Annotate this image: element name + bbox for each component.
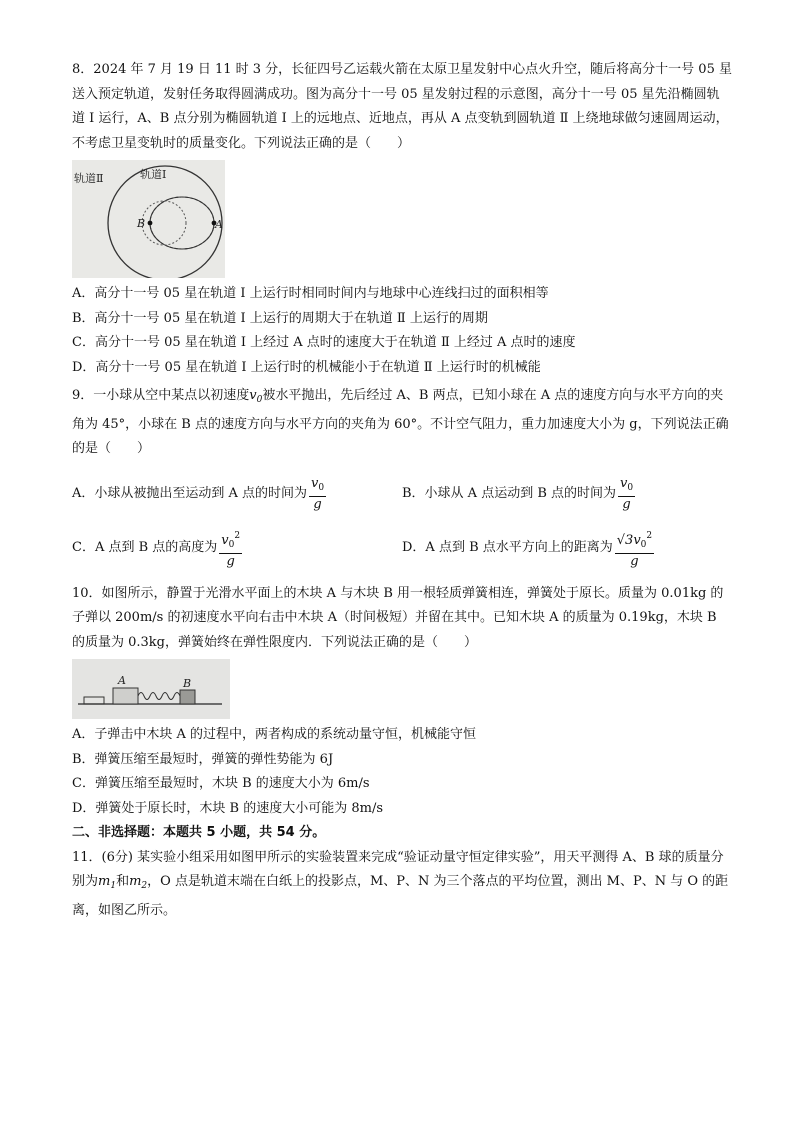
label-B: B <box>183 677 192 690</box>
q8-option-d: D．高分十一号 05 星在轨道 Ⅰ 上运行时的机械能小于在轨道 Ⅱ 上运行时的机械能 <box>72 359 541 375</box>
orbit-1-ellipse <box>150 197 214 249</box>
q11-stem: 11．(6分) 某实验小组采用如图甲所示的实验装置来完成“验证动量守恒定律实验”，用天平测得 A、B 球的质量分别为$m_1$和$m_2$，O 点是轨道末端在白纸上的投影点，M、P、N 为三个落点的平均位置，测出 M、P、N 与 O 的距离，如图乙所示。 <box>72 849 729 918</box>
q9-stem-part1: 9．一小球从空中某点以初速度 <box>72 388 250 403</box>
block-A <box>113 688 138 704</box>
q11-m1: $m_1$ <box>98 874 117 891</box>
orbit-diagram <box>72 160 225 278</box>
q9-option-d: D．A 点到 B 点水平方向上的距离为 $\frac{√3v_0^2}{g}$ <box>402 528 732 570</box>
q10-option-a: A．子弹击中木块 A 的过程中，两者构成的系统动量守恒，机械能守恒 <box>72 727 477 742</box>
blocks-diagram <box>72 659 230 719</box>
block-B <box>180 690 195 704</box>
q9-option-c: C．A 点到 B 点的高度为 $\frac{v_0^2}{g}$ <box>72 528 402 570</box>
q9-option-a: A．小球从被抛出至运动到 A 点的时间为 $\frac{v_0}{g}$ <box>72 476 325 512</box>
q9-v0: $v_0$ <box>249 388 263 405</box>
label-A: A <box>215 218 223 231</box>
q9-stem-part2: 被水平抛出，先后经过 A、B 两点，已知小球在 A 点的速度方向与水平方向的夹角为 45°，小球在 B 点的速度方向与水平方向的夹角为 60°。不计空气阻力，重力加速度大小为 g，下列说法正确的是（ ） <box>72 388 729 456</box>
label-orbit-2: 轨道Ⅱ <box>74 172 104 185</box>
q9-option-c-fraction: $\frac{v_0^2}{g}$ <box>219 528 242 570</box>
q11-m2: $m_2$ <box>129 874 148 891</box>
q8-orbit-figure <box>72 160 225 278</box>
label-A: A <box>118 674 126 687</box>
section-2-title: 二、非选择题：本题共 5 小题，共 54 分。 <box>72 825 326 840</box>
bullet <box>84 697 104 704</box>
q10-option-b: B．弹簧压缩至最短时，弹簧的弹性势能为 6J <box>72 751 334 767</box>
q10-option-d: D．弹簧处于原长时，木块 B 的速度大小可能为 8m/s <box>72 800 384 816</box>
point-B-dot <box>148 221 153 226</box>
q9-option-b: B．小球从 A 点运动到 B 点的时间为 $\frac{v_0}{g}$ <box>402 476 634 512</box>
q9-options-row-1 <box>72 472 732 518</box>
orbit-2-circle <box>108 166 222 278</box>
q8-option-a: A．高分十一号 05 星在轨道 Ⅰ 上运行时相同时间内与地球中心连线扫过的面积相等 <box>72 286 549 301</box>
q8-option-b: B．高分十一号 05 星在轨道 Ⅰ 上运行的周期大于在轨道 Ⅱ 上运行的周期 <box>72 310 488 326</box>
q10-option-c: C．弹簧压缩至最短时，木块 B 的速度大小为 6m/s <box>72 776 370 791</box>
q9-option-b-fraction: $\frac{v_0}{g}$ <box>620 476 634 512</box>
q9-option-d-fraction: $\frac{√3v_0^2}{g}$ <box>615 528 654 570</box>
q8-stem: 8．2024 年 7 月 19 日 11 时 3 分，长征四号乙运载火箭在太原卫星发射中心点火升空，随后将高分十一号 05 星送入预定轨道，发射任务取得圆满成功。图为高分十一号 05 星发射过程的示意图，高分十一号 05 星先沿椭圆轨道 Ⅰ 运行，A、B 点分别为椭圆轨道 Ⅰ 上的远地点、近地点，再从 A 点变轨到圆轨道 Ⅱ 上绕地球做匀速圆周运动，不考虑卫星变轨时的质量变化。下列说法正确的是（ ） <box>72 62 732 151</box>
q9-stem <box>72 384 732 462</box>
q9-options-row-2 <box>72 526 732 572</box>
q10-stem: 10．如图所示，静置于光滑水平面上的木块 A 与木块 B 用一根轻质弹簧相连，弹簧处于原长。质量为 0.01kg 的子弹以 200m/s 的初速度水平向右击中木块 A（时间极短）并留在其中。已知木块 A 的质量为 0.19kg，木块 B 的质量为 0.3kg，弹簧始终在弹性限度内．下列说法正确的是（ ） <box>72 585 724 650</box>
q8-option-c: C．高分十一号 05 星在轨道 Ⅰ 上经过 A 点时的速度大于在轨道 Ⅱ 上经过 A 点时的速度 <box>72 335 576 350</box>
label-orbit-1: 轨道Ⅰ <box>140 168 167 181</box>
q10-blocks-figure <box>72 659 230 719</box>
exam-page <box>72 58 732 923</box>
label-B: B <box>137 217 146 230</box>
q9-option-a-fraction: $\frac{v_0}{g}$ <box>311 476 325 512</box>
